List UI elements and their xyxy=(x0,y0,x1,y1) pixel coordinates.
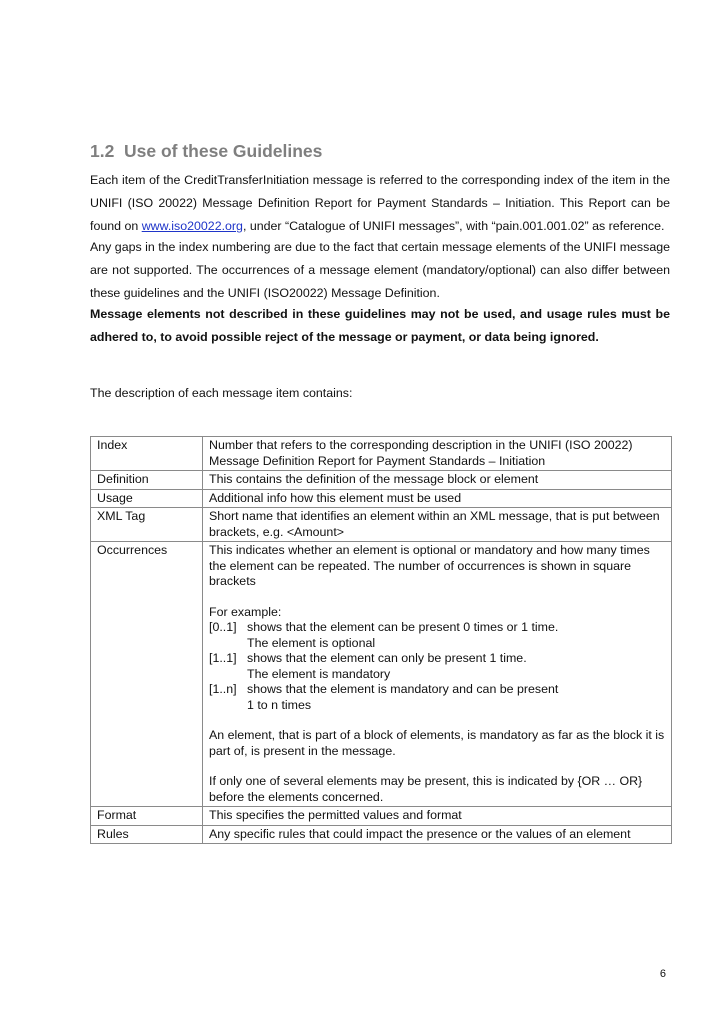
section-heading xyxy=(90,141,322,162)
row-value: This contains the definition of the message block or element xyxy=(203,471,672,490)
or-note: If only one of several elements may be present, this is indicated by {OR … OR} before the elements concerned. xyxy=(209,774,643,804)
row-value: This specifies the permitted values and format xyxy=(203,807,672,826)
block-note: An element, that is part of a block of elements, is mandatory as far as the block it is part of, is present in the message. xyxy=(209,728,665,758)
table-row xyxy=(91,825,672,844)
row-value: Any specific rules that could impact the presence or the values of an element xyxy=(203,825,672,844)
occurrences-intro: This indicates whether an element is optional or mandatory and how many times the element can be repeated. The number of occurrences is shown in square brackets xyxy=(209,543,650,588)
example-code: [1..1] xyxy=(209,651,237,665)
table-row xyxy=(91,489,672,508)
gaps-paragraph: Any gaps in the index numbering are due to the fact that certain message elements of the UNIFI message are not supported. The occurrences of a message element (mandatory/optional) can also differ between these guidelines and the UNIFI (ISO20022) Message Definition. xyxy=(90,240,670,300)
table-row xyxy=(91,471,672,490)
example-label: For example: xyxy=(209,604,282,619)
row-key: Usage xyxy=(91,489,203,508)
example-text: shows that the element can only be present 1 time. xyxy=(247,651,527,665)
example-item xyxy=(209,620,666,651)
row-value: Number that refers to the corresponding description in the UNIFI (ISO 20022) Message Definition Report for Payment Standards – Initiation xyxy=(203,437,672,471)
example-text: shows that the element is mandatory and can be present xyxy=(247,682,559,696)
section-number: 1.2 xyxy=(90,141,115,161)
table-row xyxy=(91,508,672,542)
warning-paragraph: Message elements not described in these guidelines may not be used, and usage rules must be adhered to, to avoid possible reject of the message or payment, or data being ignored. xyxy=(90,307,670,344)
row-key: Rules xyxy=(91,825,203,844)
iso20022-link[interactable]: www.iso20022.org xyxy=(141,219,243,233)
example-subtext: The element is mandatory xyxy=(247,666,391,681)
row-value: Additional info how this element must be used xyxy=(203,489,672,508)
row-key: XML Tag xyxy=(91,508,203,542)
row-key: Format xyxy=(91,807,203,826)
example-text: shows that the element can be present 0 times or 1 time. xyxy=(247,620,559,634)
table-row xyxy=(91,807,672,826)
intro-paragraph xyxy=(90,169,670,238)
row-value: Short name that identifies an element within an XML message, that is put between brackets, e.g. <Amount> xyxy=(203,508,672,542)
message-item-table xyxy=(90,436,672,844)
intro-text-end: , under “Catalogue of UNIFI messages”, with “pain.001.001.02” as reference. xyxy=(242,219,665,233)
example-code: [0..1] xyxy=(209,620,237,634)
row-key: Index xyxy=(91,437,203,471)
example-code: [1..n] xyxy=(209,682,237,696)
section-title: Use of these Guidelines xyxy=(124,141,323,161)
row-key: Occurrences xyxy=(91,542,203,807)
description-intro: The description of each message item contains: xyxy=(90,386,353,400)
occurrences-description xyxy=(203,542,672,807)
example-subtext: 1 to n times xyxy=(247,697,312,712)
example-item xyxy=(209,651,666,682)
intro-text: Each item of the CreditTransferInitiation message is referred to the corresponding index of the item in the UNIFI (ISO 20022) Message Definition Report for Payment Standards – Initiation. This Report can be found on xyxy=(90,173,670,233)
page-number: 6 xyxy=(659,968,666,980)
example-item xyxy=(209,682,666,713)
row-key: Definition xyxy=(91,471,203,490)
example-subtext: The element is optional xyxy=(247,635,376,650)
table-row xyxy=(91,437,672,471)
table-row-occurrences xyxy=(91,542,672,807)
